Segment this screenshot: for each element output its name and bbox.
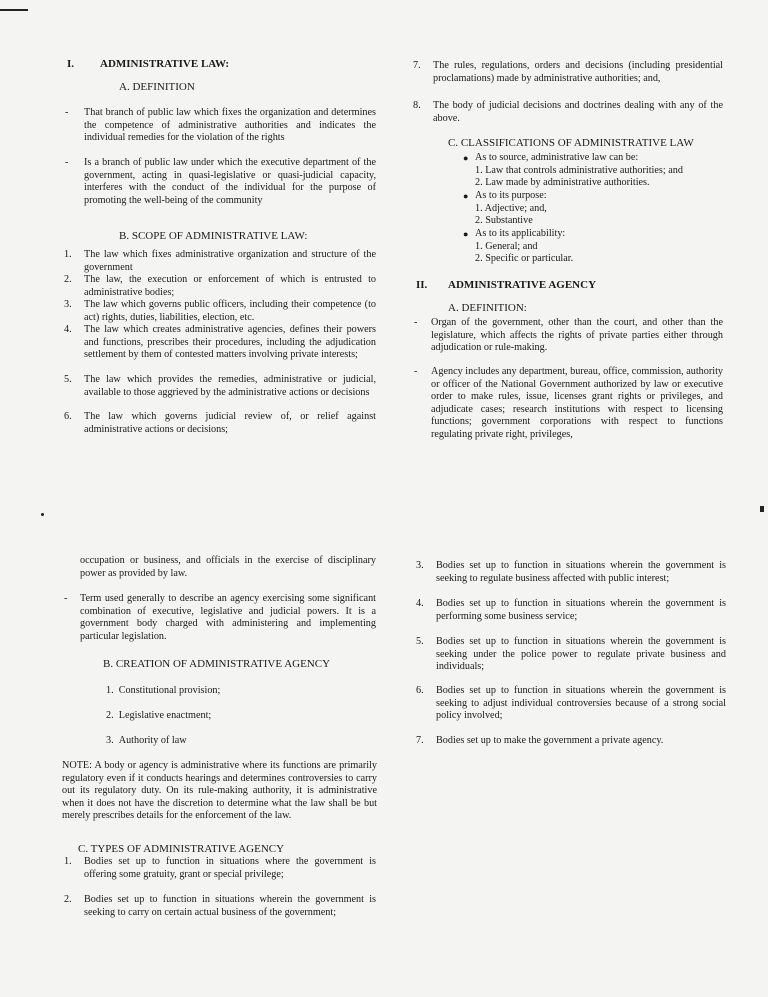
group-label: As to its applicability: [475,228,566,239]
scope-item-5 [64,374,376,399]
item-number: 6. [64,411,72,422]
item-number: 4. [416,598,424,609]
item-number: 2. [475,253,483,265]
scope-item-2 [64,274,376,299]
item-number: 1. [64,249,72,260]
types-item-2 [64,894,376,919]
definition-item-1 [65,107,376,145]
types-text: Bodies set up to function in situations wherein the government is seeking to adjust individual controversies because of a strong social policy involved; [436,685,726,722]
definition-item-2 [65,157,376,207]
definition-heading: A. DEFINITION [119,81,195,93]
scope-text: The body of judicial decisions and doctrines dealing with any of the above. [433,100,723,124]
dash-marker: - [65,107,69,118]
creation-text: Legislative enactment; [118,710,212,721]
types-item-4 [416,598,726,623]
scope-heading: B. SCOPE OF ADMINISTRATIVE LAW: [119,230,308,242]
group-item: Specific or particular. [485,253,574,265]
agency-definition-2 [414,366,723,442]
types-text: Bodies set up to function in situations wherein the government is seeking to regulate business affected with public interest; [436,560,726,584]
types-item-6 [416,685,726,723]
creation-heading: B. CREATION OF ADMINISTRATIVE AGENCY [103,658,331,670]
scope-item-7 [413,60,723,85]
item-number: 3. [416,560,424,571]
item-number: 1. [475,164,483,176]
section-1-number: I. [67,58,75,70]
section-1-title: ADMINISTRATIVE LAW: [100,58,230,70]
item-number: 1. [475,202,483,214]
scope-item-8 [413,100,723,125]
group-item: Law that controls administrative authorities; and [485,164,683,176]
types-heading: C. TYPES OF ADMINISTRATIVE AGENCY [78,843,285,855]
types-item-1 [64,856,376,881]
types-item-5 [416,636,726,674]
types-text: Bodies set up to function in situations wherein the government is performing some business service; [436,598,726,622]
item-number: 5. [64,374,72,385]
item-number: 1. [106,685,114,696]
definition-text: That branch of public law which fixes the organization and determines the competence of administrative authorities and indicates the individual remedies for the violation of the rights [84,107,376,144]
classification-group-1 [463,152,725,190]
scope-text: The law, the execution or enforcement of which is entrusted to administrative bodies; [84,274,376,298]
bullet-marker: ● [463,191,469,201]
types-text: Bodies set up to function in situations wherein the government is seeking to carry on certain actual business of the government; [84,894,376,918]
creation-item-2 [106,710,211,723]
creation-text: Authority of law [118,735,187,746]
item-number: 2. [64,894,72,905]
agency-definition-1 [414,317,723,355]
group-label: As to its purpose: [475,190,547,201]
item-number: 3. [64,299,72,310]
dash-marker: - [65,157,69,168]
agency-definition-text: Organ of the government, other than the court, and other than the legislature, which affects the rights of private parties either through adjudication or rule-making. [431,317,723,354]
section-2-number: II. [416,279,428,291]
item-number: 2. [64,274,72,285]
scope-text: The rules, regulations, orders and decisions (including presidential proclamations) made by administrative authorities; and, [433,60,723,84]
agency-definition-text: Agency includes any department, bureau, office, commission, authority or officer of the National Government authorized by law or executive order to make rules, issue, licenses grant rights or privileges, and adjudicate cases; research institutions with respect to licensing functions; government corporations with respect to functions regulating private right, privileges, [431,366,723,440]
dash-marker: - [64,593,68,604]
item-number: 7. [413,60,421,71]
scope-item-6 [64,411,376,436]
item-number: 4. [64,324,72,335]
creation-item-3 [106,735,187,748]
classifications-heading: C. CLASSIFICATIONS OF ADMINISTRATIVE LAW [448,137,694,149]
bullet-marker: ● [463,229,469,239]
creation-item-1 [106,685,220,698]
scope-text: The law which governs judicial review of, or relief against administrative actions or decisions; [84,411,376,435]
agency-definition-text: Term used generally to describe an agency exercising some significant combination of executive, legislative and judicial powers. It is a government body charged with administering and implementing particular legislation. [80,593,376,642]
scope-item-1 [64,249,376,274]
types-text: Bodies set up to make the government a private agency. [436,735,664,746]
types-item-7 [416,735,726,748]
scan-mark-right [760,506,764,512]
creation-text: Constitutional provision; [118,685,221,696]
scope-text: The law which provides the remedies, administrative or judicial, available to those aggrieved by the administrative actions or decisions [84,374,376,398]
scope-text: The law which governs public officers, including their competence (to act) rights, duties, liabilities, election, etc. [84,299,376,323]
item-number: 1. [64,856,72,867]
scan-mark-left [41,513,44,516]
scope-text: The law which fixes administrative organization and structure of the government [84,249,376,273]
item-number: 1. [475,240,483,252]
item-number: 3. [106,735,114,746]
item-number: 2. [106,710,114,721]
agency-definition-2-continued: occupation or business, and officials in the exercise of disciplinary power as provided by law. [80,555,376,579]
dash-marker: - [414,317,418,328]
group-item: Substantive [485,215,533,227]
group-item: Adjective; and, [484,202,547,214]
item-number: 5. [416,636,424,647]
classification-group-2 [463,190,725,228]
classification-group-3 [463,228,725,266]
note-paragraph: NOTE: A body or agency is administrative where its functions are primarily regulatory even if it conducts hearings and determines controversies to carry out its regulatory duty. On its rule-making authority, it is administrative when it does not have the discretion to determine what the law shall be but merely prescribes details for the enforcement of the law. [62,760,377,822]
definition-text: Is a branch of public law under which the executive department of the government, acting in quasi-legislative or quasi-judicial capacity, interferes with the conduct of the individual for the purpose of promoting the well-being of the community [84,157,376,206]
bullet-marker: ● [463,153,469,163]
item-number: 6. [416,685,424,696]
item-number: 2. [475,177,483,189]
group-label: As to source, administrative law can be: [475,152,639,163]
item-number: 7. [416,735,424,746]
group-item: Law made by administrative authorities. [485,177,650,189]
section-2-title: ADMINISTRATIVE AGENCY [448,279,597,291]
item-number: 8. [413,100,421,111]
agency-definition-heading: A. DEFINITION: [448,302,527,314]
item-number: 2. [475,215,483,227]
types-item-3 [416,560,726,585]
types-text: Bodies set up to function in situations where the government is offering some gratuity, grant or special privilege; [84,856,376,880]
types-text: Bodies set up to function in situations wherein the government is seeking under the police power to regulate private business and individuals; [436,636,726,673]
scope-item-4 [64,324,376,362]
group-item: General; and [485,240,538,252]
scope-item-3 [64,299,376,324]
scan-mark-top-left [0,9,28,11]
scope-text: The law which creates administrative agencies, defines their powers and functions, prescribes their procedures, including the adjudication settlement by them of contested matters involving private interests; [84,324,376,361]
dash-marker: - [414,366,418,377]
agency-definition-3 [64,593,376,643]
